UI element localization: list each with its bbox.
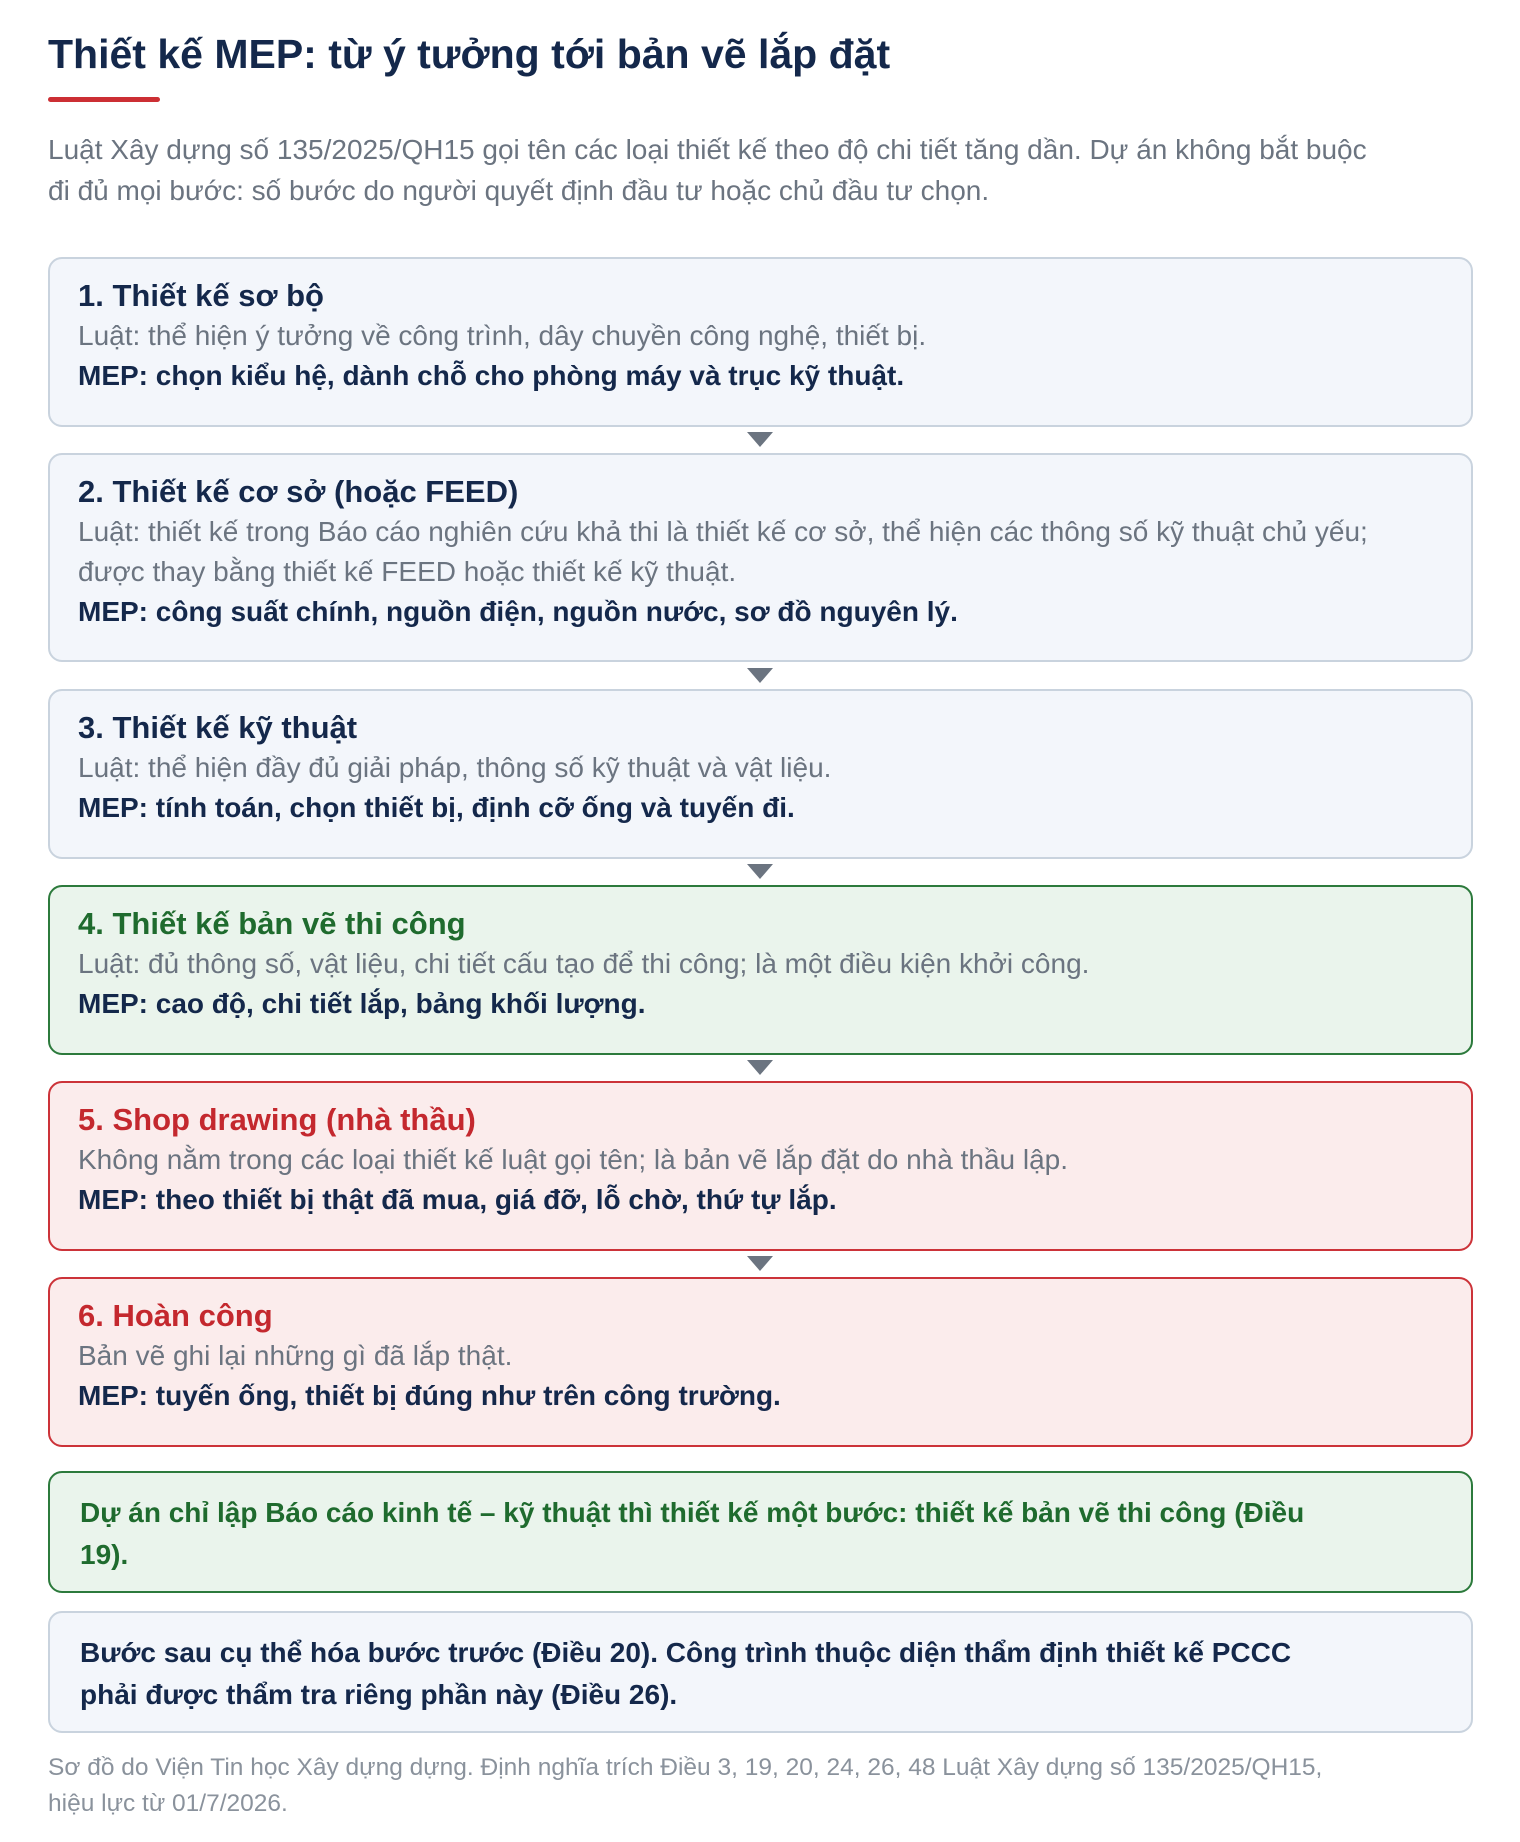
step-card-3 bbox=[48, 689, 1473, 859]
step-title: 4. Thiết kế bản vẽ thi công bbox=[78, 906, 466, 941]
flow-arrow-down-icon bbox=[747, 1060, 773, 1075]
step-law-text: Luật: thể hiện đầy đủ giải pháp, thông số kỹ thuật và vật liệu. bbox=[78, 752, 832, 783]
step-law-text: Bản vẽ ghi lại những gì đã lắp thật. bbox=[78, 1340, 513, 1371]
step-law-text: Không nằm trong các loại thiết kế luật gọi tên; là bản vẽ lắp đặt do nhà thầu lập. bbox=[78, 1144, 1069, 1175]
step-card-4 bbox=[48, 885, 1473, 1055]
note-step-progression bbox=[48, 1611, 1473, 1733]
title-underline bbox=[48, 97, 160, 102]
step-card-1 bbox=[48, 257, 1473, 427]
flow-arrow-down-icon bbox=[747, 432, 773, 447]
step-card-5 bbox=[48, 1081, 1473, 1251]
page-title: Thiết kế MEP: từ ý tưởng tới bản vẽ lắp đặt bbox=[48, 31, 891, 77]
step-law-text: Luật: đủ thông số, vật liệu, chi tiết cấu tạo để thi công; là một điều kiện khởi công. bbox=[78, 948, 1090, 979]
step-title: 5. Shop drawing (nhà thầu) bbox=[78, 1102, 476, 1137]
step-mep-text: MEP: tính toán, chọn thiết bị, định cỡ ống và tuyến đi. bbox=[78, 792, 795, 823]
step-mep-text: MEP: tuyến ống, thiết bị đúng như trên công trường. bbox=[78, 1380, 781, 1411]
step-title: 6. Hoàn công bbox=[78, 1298, 273, 1333]
step-title: 1. Thiết kế sơ bộ bbox=[78, 278, 324, 313]
step-title: 3. Thiết kế kỹ thuật bbox=[78, 710, 358, 745]
flow-arrow-down-icon bbox=[747, 864, 773, 879]
step-mep-text: MEP: theo thiết bị thật đã mua, giá đỡ, lỗ chờ, thứ tự lắp. bbox=[78, 1184, 837, 1215]
flow-arrow-down-icon bbox=[747, 1256, 773, 1271]
step-law-text: Luật: thiết kế trong Báo cáo nghiên cứu khả thi là thiết kế cơ sở, thể hiện các thông số kỹ thuật chủ yếu; được thay bằng thiết kế FEED hoặc thiết kế kỹ thuật. bbox=[78, 516, 1368, 587]
flow-arrow-down-icon bbox=[747, 668, 773, 683]
step-mep-text: MEP: chọn kiểu hệ, dành chỗ cho phòng máy và trục kỹ thuật. bbox=[78, 360, 905, 391]
note-text: Dự án chỉ lập Báo cáo kinh tế – kỹ thuật thì thiết kế một bước: thiết kế bản vẽ thi công (Điều 19). bbox=[80, 1497, 1305, 1570]
intro-paragraph: Luật Xây dựng số 135/2025/QH15 gọi tên các loại thiết kế theo độ chi tiết tăng dần. Dự án không bắt buộc đi đủ mọi bước: số bước do người quyết định đầu tư hoặc chủ đầu tư chọn. bbox=[48, 134, 1367, 206]
source-footnote: Sơ đồ do Viện Tin học Xây dựng dựng. Định nghĩa trích Điều 3, 19, 20, 24, 26, 48 Luật Xây dựng số 135/2025/QH15, hiệu lực từ 01/7/2026. bbox=[48, 1754, 1323, 1817]
step-card-6 bbox=[48, 1277, 1473, 1447]
step-title: 2. Thiết kế cơ sở (hoặc FEED) bbox=[78, 474, 519, 509]
step-mep-text: MEP: cao độ, chi tiết lắp, bảng khối lượng. bbox=[78, 988, 646, 1019]
note-one-step-design bbox=[48, 1471, 1473, 1593]
note-text: Bước sau cụ thể hóa bước trước (Điều 20). Công trình thuộc diện thẩm định thiết kế PCCC phải được thẩm tra riêng phần này (Điều 26). bbox=[80, 1637, 1292, 1710]
step-law-text: Luật: thể hiện ý tưởng về công trình, dây chuyền công nghệ, thiết bị. bbox=[78, 320, 927, 351]
step-mep-text: MEP: công suất chính, nguồn điện, nguồn nước, sơ đồ nguyên lý. bbox=[78, 596, 958, 627]
step-card-2 bbox=[48, 453, 1473, 662]
